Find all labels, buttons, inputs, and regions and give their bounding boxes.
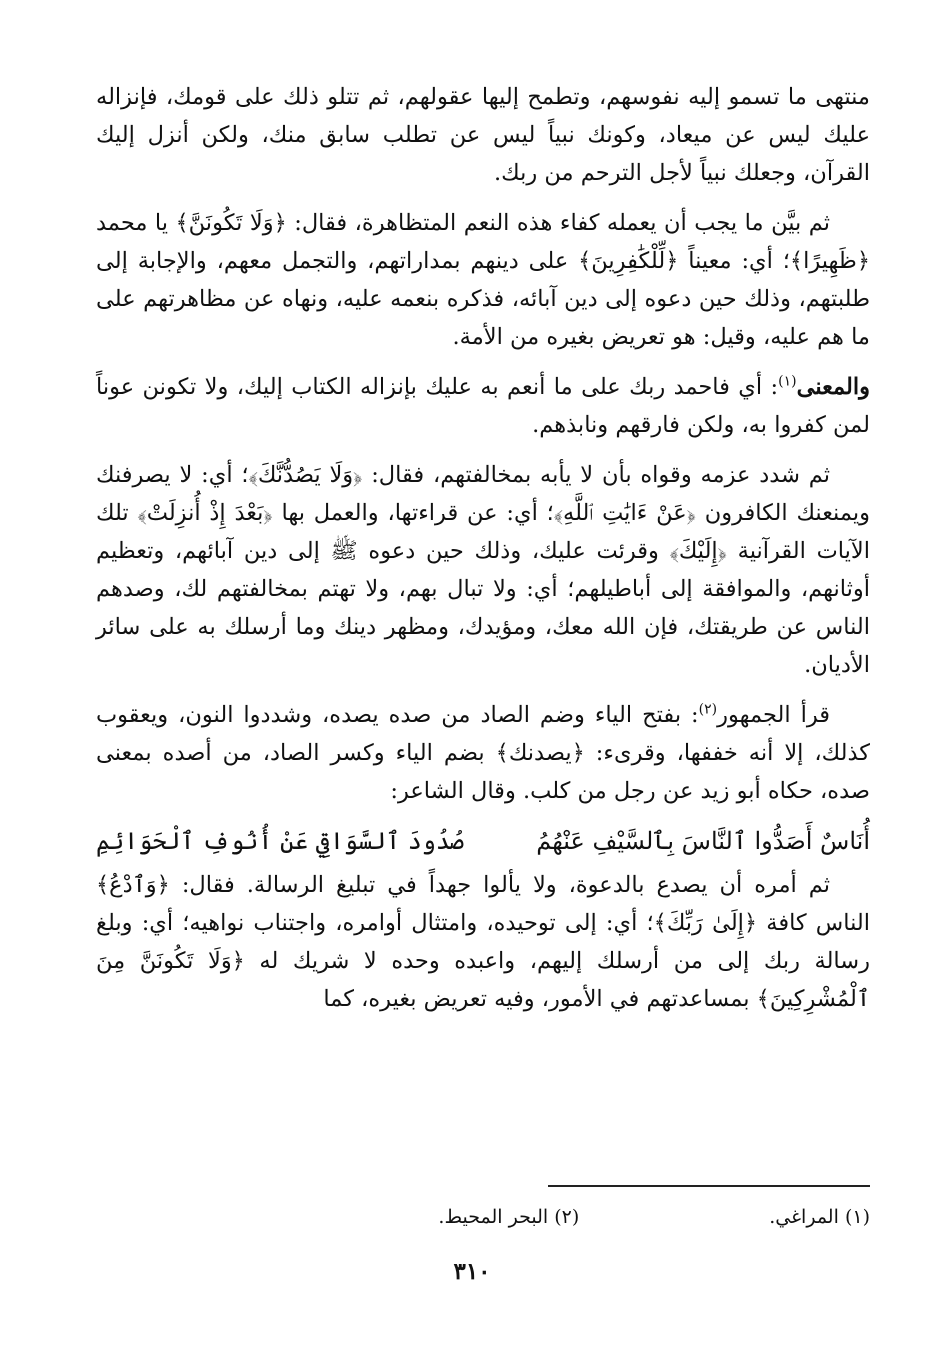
footnote-1 bbox=[769, 1202, 870, 1232]
footnote-divider bbox=[548, 1185, 870, 1187]
paragraph-4 bbox=[96, 456, 870, 684]
footnote-1-marker: (١) bbox=[844, 1206, 870, 1228]
footnotes bbox=[96, 1202, 870, 1232]
footnote-ref-2: (٢) bbox=[698, 701, 718, 718]
main-text bbox=[96, 78, 870, 1030]
verse-second-hemistich: صُدُودَ ٱلسَّوَاقِي عَنْ أُنُوفِ ٱلْحَوَائِمِ bbox=[96, 827, 465, 855]
footnote-ref-1: (١) bbox=[778, 373, 797, 390]
paragraph-5 bbox=[96, 696, 870, 810]
paragraph-6 bbox=[96, 866, 870, 1018]
paragraph-5-lead: قرأ الجمهور bbox=[717, 702, 830, 728]
paragraph-3-lead: والمعنى bbox=[796, 374, 870, 400]
paragraph-1 bbox=[96, 78, 870, 192]
paragraph-2-text: ثم بيَّن ما يجب أن يعمله كفاء هذه النعم المتظاهرة، فقال: ﴿وَلَا تَكُونَنَّ﴾ يا محمد ﴿ظَهِيرًا﴾؛ أي: معيناً ﴿لِّلْكَٰفِرِينَ﴾ على دينهم بمداراتهم، والتجمل معهم، والإجابة إلى طلبتهم، وذلك حين دعوه إلى دين آبائه، فذكره بنعمه عليه، ونهاه عن مظاهرتهم على ما هم عليه، وقيل: هو تعريض بغيره من الأمة. bbox=[96, 210, 870, 350]
page-number: ٣١٠ bbox=[453, 1258, 491, 1285]
footnote-2 bbox=[438, 1202, 579, 1232]
footnote-2-text: البحر المحيط. bbox=[438, 1206, 549, 1228]
paragraph-4-text: ثم شدد عزمه وقواه بأن لا يأبه بمخالفتهم، فقال: ﴿وَلَا يَصُدُّنَّكَ﴾؛ أي: لا يصرفنك ويمنعنك الكافرون ﴿عَنْ ءَايَٰتِ ٱللَّهِ﴾؛ أي: عن قراءتها، والعمل بها ﴿بَعْدَ إِذْ أُنزِلَتْ﴾ تلك الآيات القرآنية ﴿إِلَيْكَ﴾ وقرئت عليك، وذلك حين دعوه ﷺ إلى دين آبائهم، وتعظيم أوثانهم، والموافقة إلى أباطيلهم؛ أي: ولا تبال بهم، ولا تهتم بمخالفتهم لك، وصدهم الناس عن طريقتك، فإن الله معك، ومؤيدك، ومظهر دينك وما أرسلك به على سائر الأديان. bbox=[96, 462, 870, 678]
paragraph-1-text: منتهى ما تسمو إليه نفوسهم، وتطمح إليها عقولهم، ثم تتلو ذلك على قومك، فإنزاله عليك ليس عن ميعاد، وكونك نبياً ليس عن تطلب سابق منك، ولكن أنزل إليك القرآن، وجعلك نبياً لأجل الترحم من ربك. bbox=[96, 84, 870, 186]
paragraph-3-text: : أي فاحمد ربك على ما أنعم به عليك بإنزاله الكتاب إليك، ولا تكونن عوناً لمن كفروا به، ولكن فارقهم ونابذهم. bbox=[96, 374, 870, 438]
poetry-verse bbox=[96, 822, 870, 860]
paragraph-6-text: ثم أمره أن يصدع بالدعوة، ولا يألوا جهداً في تبليغ الرسالة. فقال: ﴿وَٱدْعُ﴾ الناس كافة ﴿إِلَىٰ رَبِّكَ﴾؛ أي: إلى توحيده، وامتثال أوامره، واجتناب نواهيه؛ أي: وبلغ رسالة ربك إلى من أرسلك إليهم، واعبده وحده لا شريك له ﴿وَلَا تَكُونَنَّ مِنَ ٱلْمُشْرِكِينَ﴾ بمساعدتهم في الأمور، وفيه تعريض بغيره، كما bbox=[96, 872, 870, 1012]
paragraph-3 bbox=[96, 368, 870, 444]
verse-first-hemistich: أُنَاسٌ أَصَدُّوا ٱلنَّاسَ بِٱلسَّيْفِ عَنْهُمُ bbox=[536, 827, 870, 855]
paragraph-2 bbox=[96, 204, 870, 356]
footnote-2-marker: (٢) bbox=[554, 1206, 580, 1228]
paragraph-5-text: : بفتح الياء وضم الصاد من صده يصده، وشددوا النون، ويعقوب كذلك، إلا أنه خففها، وقرىء: ﴿يصدنك﴾ بضم الياء وكسر الصاد، من أصده بمعنى صده، حكاه أبو زيد عن رجل من كلب. وقال الشاعر: bbox=[96, 702, 870, 804]
footnote-1-text: المراغي. bbox=[769, 1206, 839, 1228]
